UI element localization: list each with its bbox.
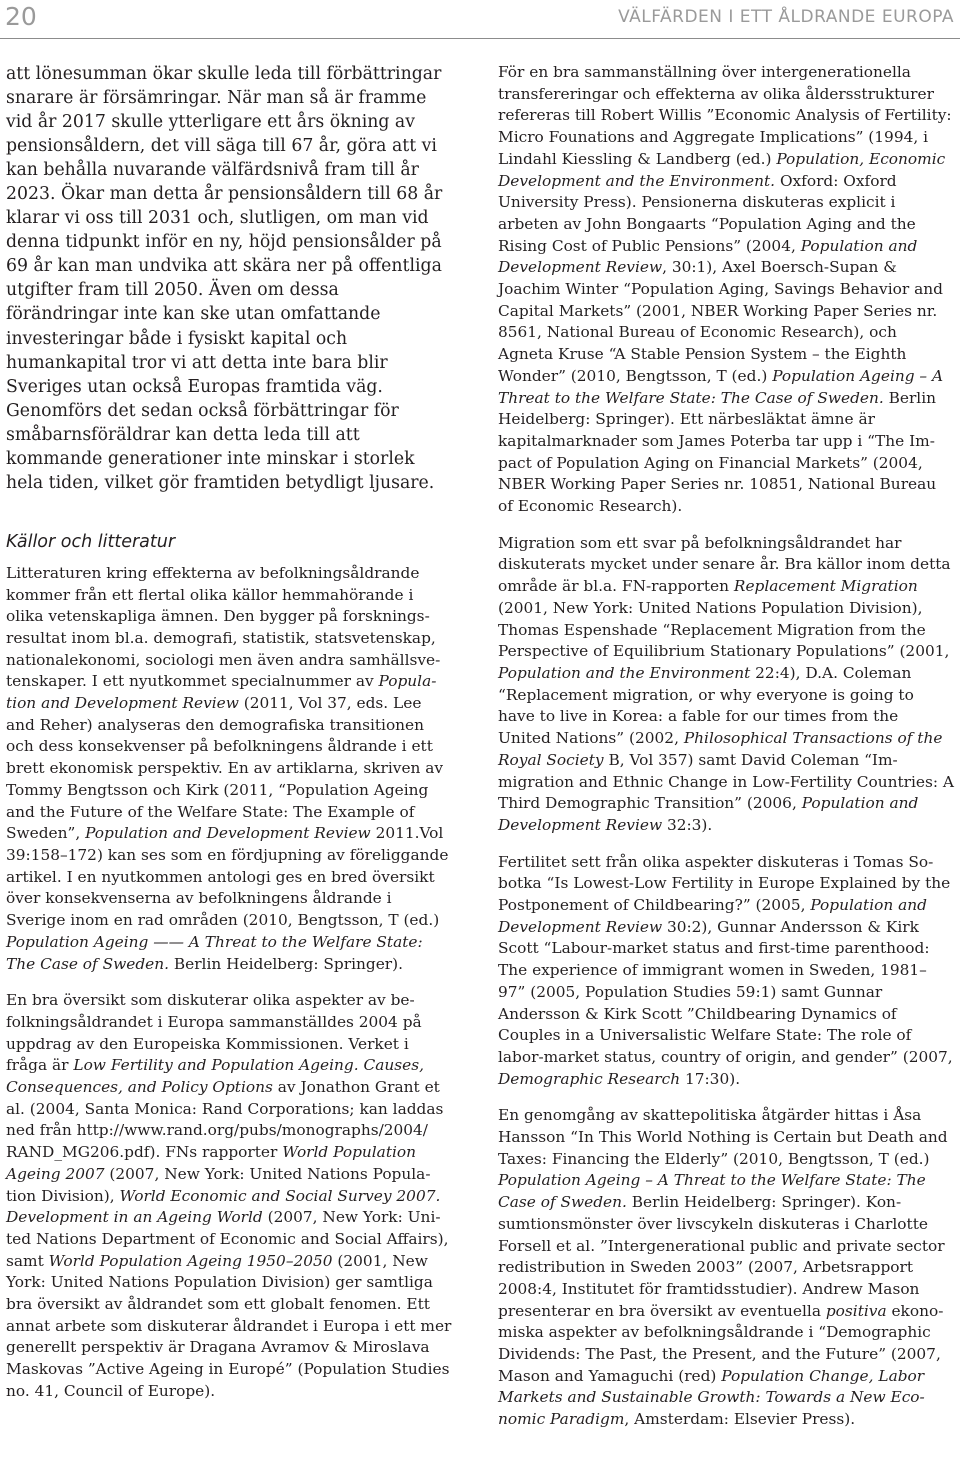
italic-title: Population and Development Review (498, 896, 927, 936)
text-run: ekonomiska aspekter av befolkningsåldrande i “Demographic Dividends: The Past, the Present, and the Future” (2007, Mason and Yamaguchi (red) (498, 1301, 944, 1385)
text-run: En genomgång av skattepolitiska åtgärder hittas i Åsa Hansson “In This World Nothing is Certain but Death and Taxes: Financing the Elderly” (2010, Bengtsson, T (ed.) (498, 1106, 948, 1168)
text-run: Migration som ett svar på befolkningsåldrandet har diskuterats mycket under senare år. Bra källor inom detta område är bl.a. FN-rapporten (498, 533, 951, 596)
text-run: 30:2), Gunnar Andersson & Kirk Scott “Labour-market status and first-time parenthood: The experience of immigrant women in Sweden, 1981–97” (2005, Population Studies 59:1) samt Gunnar Andersson & Kirk Scott ”Childbearing Dynamics of Couples in a Universalistic Welfare State: The role of labor-market status, country of origin, and gender” (2007, (498, 917, 953, 1066)
italic-title: Replacement Migration (733, 577, 918, 596)
sources-paragraph-5 (498, 852, 954, 1091)
text-run: Oxford: Oxford University Press). Pensionerna diskuteras explicit i arbeten av John Bongaarts “Population Aging and the Rising Cost of Public Pensions” (2004, (498, 171, 916, 255)
text-run: (2011, Vol 37, eds. Lee and Reher) analyseras den demografiska transitionen och dess konsekvenser på befolkningens åldrande i ett brett ekonomisk perspektiv. En av artiklarna, skriven av Tommy Bengtsson och Kirk (2011, “Population Ageing and the Future of the Welfare State: The Example of Sweden”, (6, 694, 444, 843)
italic-title: Demographic Research (498, 1069, 681, 1088)
sources-paragraph-1 (6, 563, 454, 975)
italic-title: positiva (825, 1301, 887, 1320)
italic-title: Population and Development Review (6, 672, 437, 713)
text-run: B, Vol 357) samt David Coleman “Immigration and Ethnic Change in Low-Fertility Countries: A Third Demographic Transition” (2006, (498, 750, 954, 813)
text-run: (2001, New York: United Nations Population Division), Thomas Espenshade “Replacement Migration from the Perspective of Equilibrium Stationary Populations” (2001, (498, 598, 950, 661)
italic-title: Population and Development Review (498, 236, 918, 277)
text-run: 22:4), D.A. Coleman “Replacement migration, or why everyone is going to have to live in Korea: a fable for our times from the United Nations” (2002, (498, 663, 914, 748)
text-run: Berlin Heidelberg: Springer). Konsumtionsmönster över livscykeln diskuteras i Charlotte Forsell et al. ”Intergenerational public and private sector redistribution in Sweden 2003” (2007, Arbetsrapport 2008:4, Institutet för framtidsstudier). Andrew Mason presenterar en bra översikt av eventuella (498, 1193, 945, 1320)
left-column (6, 62, 454, 1418)
italic-title: Population and Development Review (85, 824, 371, 843)
italic-title: World Population Ageing 2007 (6, 1143, 417, 1183)
italic-title: Population Ageing —— A Threat to the Welfare State: The Case of Sweden. (6, 932, 423, 973)
text-run: En bra översikt som diskuterar olika aspekter av befolkningsåldrandet i Europa sammanställdes 2004 på uppdrag av den Europeiska Kommissionen. Verket i fråga är (6, 991, 422, 1075)
right-column (498, 62, 954, 1446)
sources-paragraph-3 (498, 62, 954, 518)
text-run: 32:3). (662, 815, 713, 834)
text-run: (2007, New York: United Nations Population Division), (6, 1164, 431, 1205)
italic-title: Population Ageing – A Threat to the Welfare State: The Case of Sweden. (498, 1171, 926, 1212)
italic-title: Population Change, Labor Markets and Sustainable Growth: Towards a New Economic Paradigm (498, 1366, 925, 1429)
text-run: Litteraturen kring effekterna av befolkningsåldrande kommer från ett flertal olika källor hemmahörande i olika vetenskapliga ämnen. Den bygger på forskningsresultat inom bl.a. demografi, statistik, statsvetenskap, nationalekonomi, sociologi men även andra samhällsvetenskaper. I ett nyutkommet specialnummer av (6, 563, 441, 691)
text-run: (2007, New York: United Nations Department of Economic and Social Affairs), samt (6, 1208, 449, 1270)
running-title: VÄLFÄRDEN I ETT ÅLDRANDE EUROPA (618, 7, 954, 27)
italic-title: Population Ageing – A Threat to the Welfare State: The Case of Sweden. (498, 366, 944, 407)
italic-title: World Population Ageing 1950–2050 (48, 1251, 333, 1270)
text-run: (2001, New York: United Nations Population Division) ger samtliga bra översikt av åldrandet som ett globalt fenomen. Ett annat arbete som diskuterar åldrandet i Europa i ett mer generellt perspektiv är Dragana Avramov & Miroslava Maskovas ”Active Ageing in Europé” (Population Studies no. 41, Council of Europe). (6, 1251, 452, 1400)
text-run: 17:30). (680, 1069, 741, 1088)
sources-paragraph-2 (6, 990, 454, 1402)
text-run: av Jonathon Grant et al. (2004, Santa Monica: Rand Corporations; kan laddas ned från http://www.rand.org/pubs/monographs/2004/ RAND_MG206.pdf). FNs rapporter (6, 1078, 444, 1162)
text-run: Fertilitet sett från olika aspekter diskuteras i Tomas Sobotka “Is Lowest-Low Fertility in Europe Explained by the Postponement of Childbearing?” (2005, (498, 852, 951, 915)
italic-title: Population and the Environment (498, 663, 751, 682)
body-paragraph: att lönesumman ökar skulle leda till förbättringar snarare är försämringar. När man så är framme vid år 2017 skulle ytterligare ett års ökning av pensionsåldern, det vill säga till 67 år, göra att vi kan behålla nuvarande välfärdsnivå fram till år 2023. Ökar man detta år pensionsåldern till 68 år klarar vi oss till 2031 och, slutligen, om man vid denna tidpunkt inför en ny, höjd pensionsålder på 69 år kan man undvika att skära ner på offentliga utgifter fram till 2050. Även om dessa förändringar inte kan ske utan omfattande investeringar både i fysiskt kapital och humankapital tror vi att detta inte bara blir Sveriges utan också Europas framtida väg. Genomförs det sedan också förbättringar för småbarnsföräldrar kan detta leda till att kommande generationer inte minskar i storlek hela tiden, vilket gör framtiden betydligt ljusare. (6, 64, 443, 493)
text-run: 2011.Vol 39:158–172) kan ses som en fördjupning av föreliggande artikel. I en nyutkommen antologi ges en bred översikt över konsekvenserna av befolkningens åldrande i Sverige inom en rad områden (2010, Bengtsson, T (ed.) (6, 824, 449, 930)
italic-title: World Economic and Social Survey 2007. Development in an Ageing World (6, 1186, 441, 1227)
text-run: Berlin Heidelberg: Springer). (168, 954, 403, 973)
italic-title: Low Fertility and Population Ageing. Causes, Consequences, and Policy Options (6, 1056, 424, 1097)
text-run: Berlin Heidelberg: Springer). Ett närbesläktat ämne är kapitalmarknader som James Poterba tar upp i “The Impact of Population Aging on Financial Markets” (2004, NBER Working Paper Series nr. 10851, National Bureau of Economic Research). (498, 388, 937, 516)
text-run: För en bra sammanställning över intergenerationella transfereringar och effekterna av olika åldersstrukturer refereras till Robert Willis ”Economic Analysis of Fertility: Micro Founations and Aggregate Implications” (1994, i Lindahl Kiessling & Landberg (ed.) (498, 63, 952, 168)
page-number: 20 (5, 2, 37, 31)
italic-title: Philosophical Transactions of the Royal Society (498, 729, 943, 769)
italic-title: Population, Economic Development and the Environment. (498, 149, 946, 190)
section-heading: Källor och litteratur (6, 531, 176, 552)
text-run: , Amsterdam: Elsevier Press). (624, 1410, 856, 1429)
text-run: , 30:1), Axel Boersch-Supan & Joachim Winter “Population Aging, Savings Behavior and Capital Markets” (2001, NBER Working Paper Series nr. 8561, National Bureau of Economic Research), och Agneta Kruse “A Stable Pension System – the Eighth Wonder” (2010, Bengtsson, T (ed.) (498, 258, 943, 385)
sources-paragraph-4 (498, 533, 954, 837)
italic-title: Population and Development Review (498, 794, 919, 834)
sources-paragraph-6 (498, 1105, 954, 1431)
page-header (0, 0, 960, 39)
